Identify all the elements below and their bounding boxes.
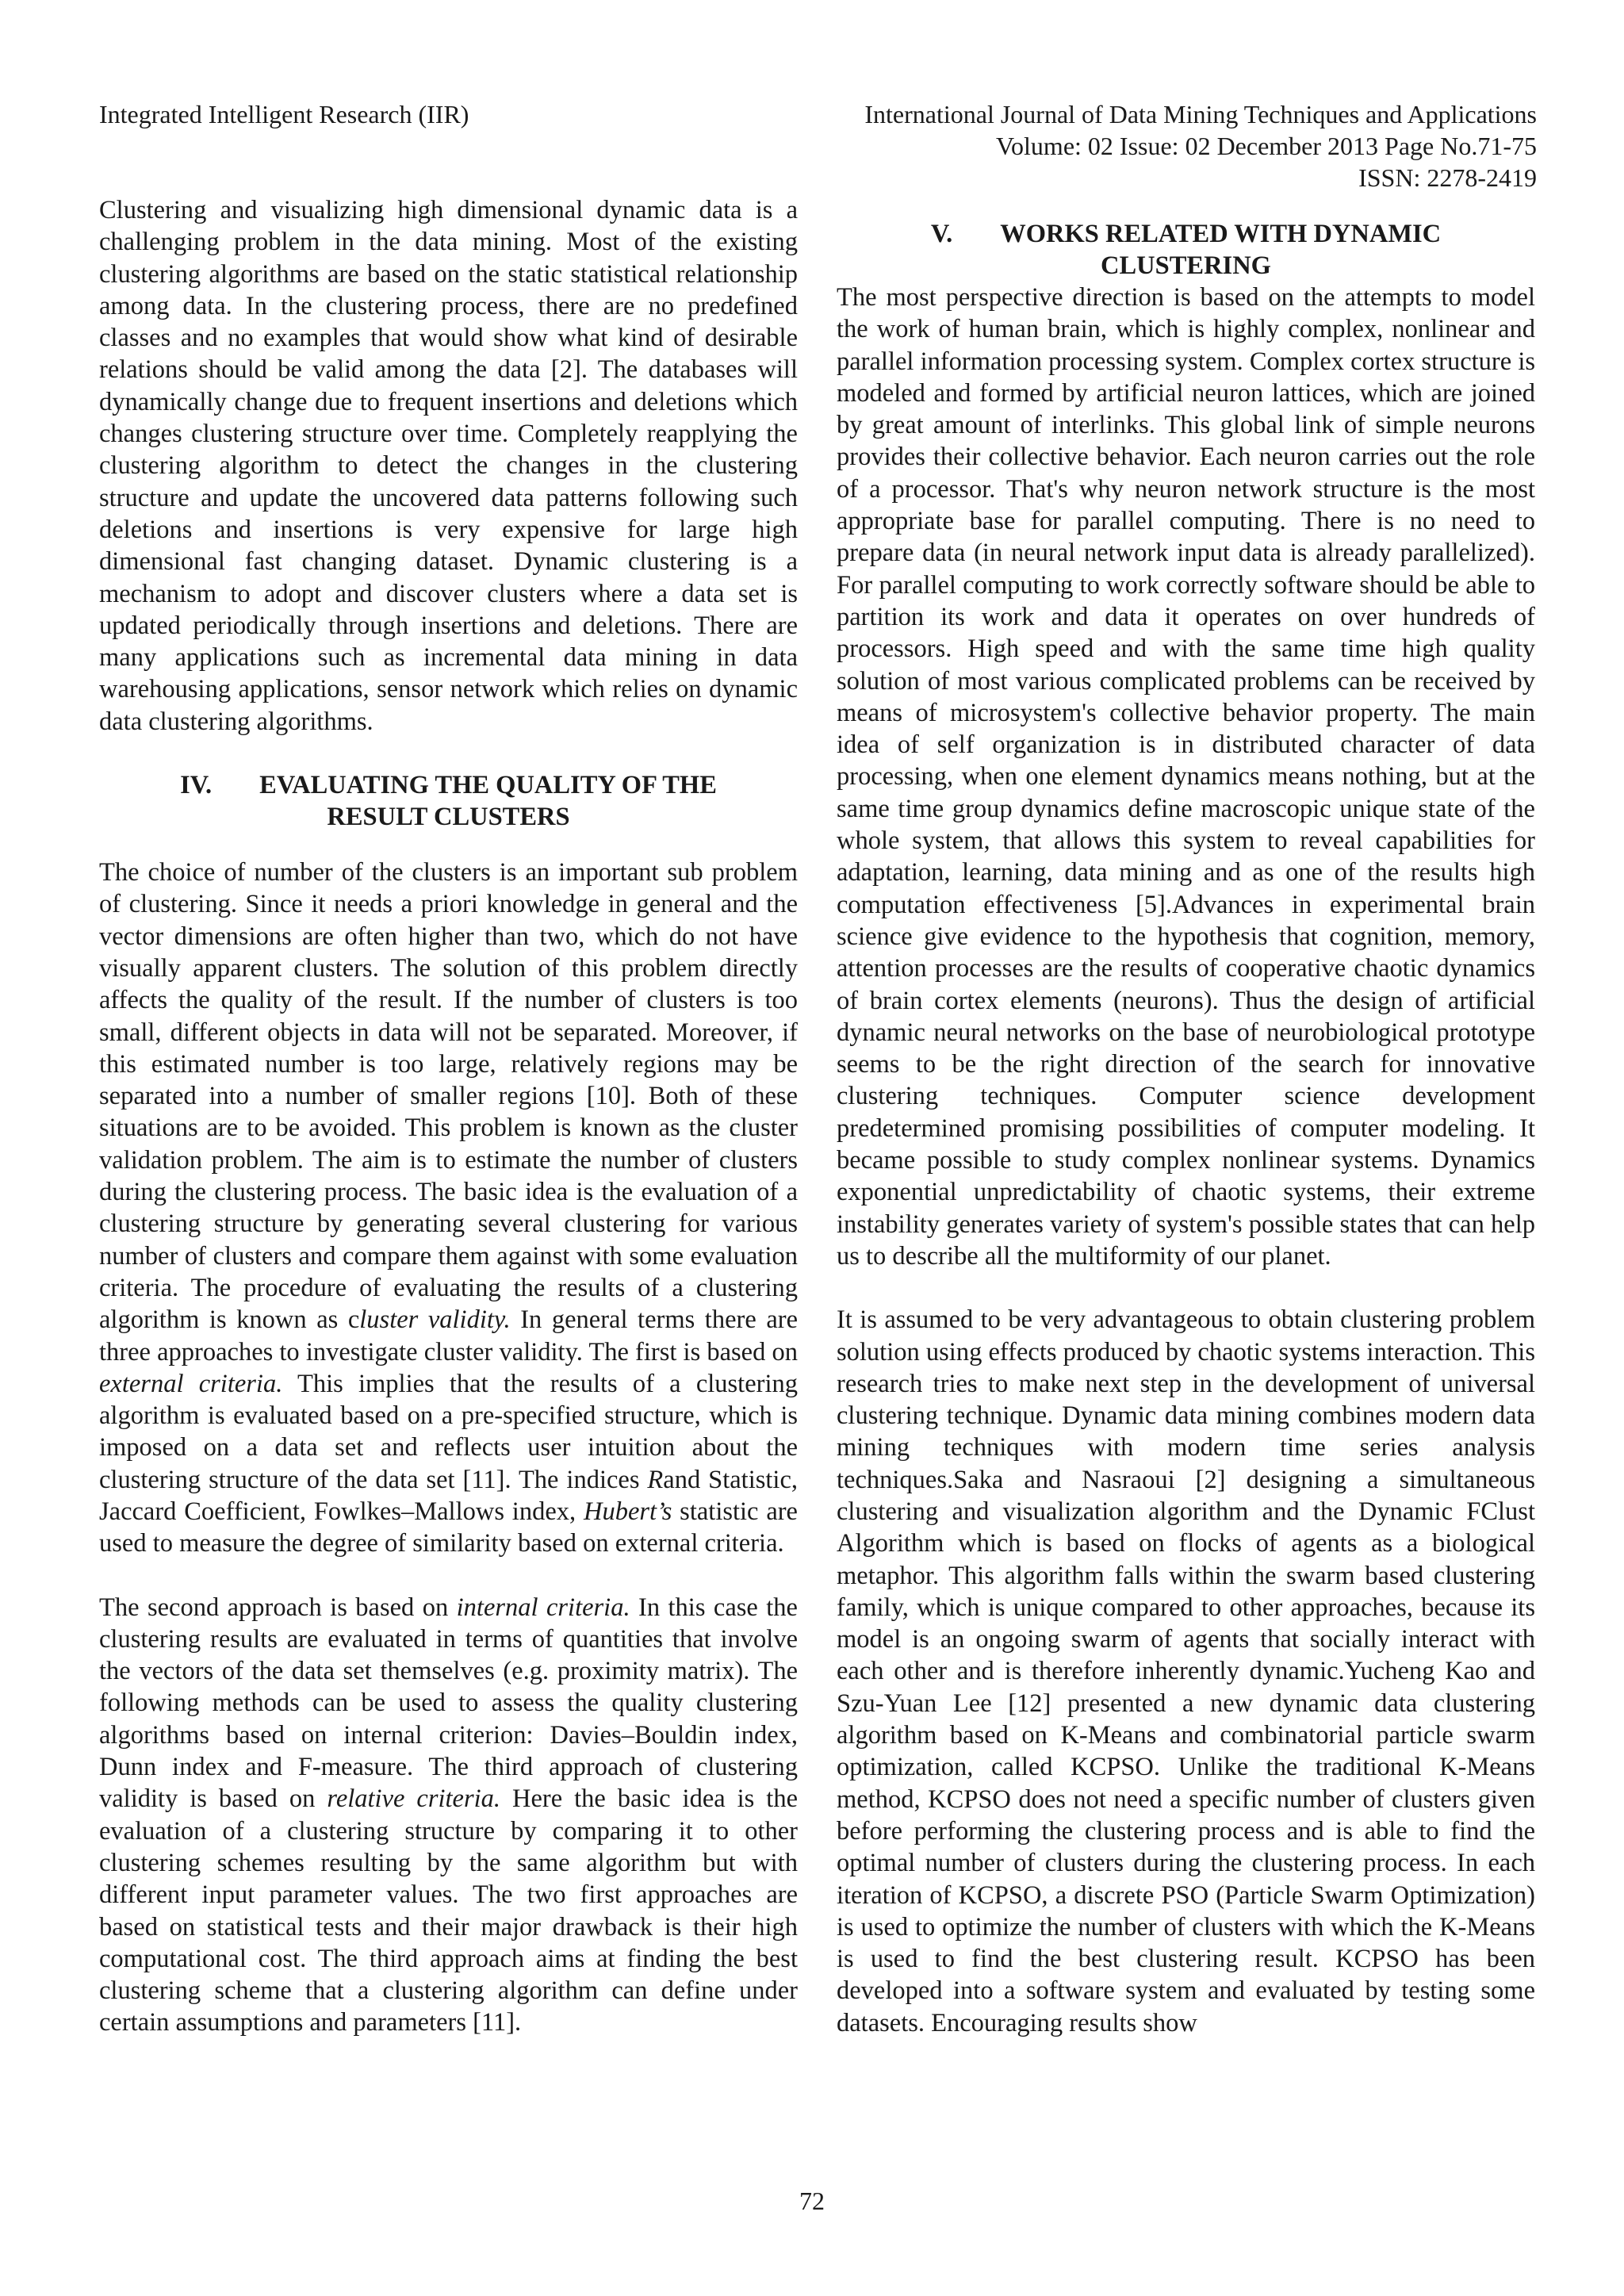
section-iv-title-line1: EVALUATING THE QUALITY OF THE	[259, 771, 717, 800]
section-v-heading	[837, 218, 1535, 282]
spacer	[99, 1560, 798, 1592]
page-number: 72	[799, 2187, 825, 2215]
section-iv-title-line2: RESULT CLUSTERS	[327, 803, 570, 832]
section-v-paragraph-1: The most perspective direction is based on the attempts to model the work of human brain, which is highly complex, nonlinear and parallel information processing system. Complex cortex structure is modeled and formed by artificial neuron lattices, which are joined by great amount of interlinks. This global link of simple neurons provides their collective behavior. Each neuron carries out the role of a processor. That's why neuron network structure is the most appropriate base for parallel computing. There is no need to prepare data (in neural network input data is already parallelized). For parallel computing to work correctly software should be able to partition its work and data it operates on over hundreds of processors. High speed and with the same time high quality solution of most various complicated problems can be received by means of microsystem's collective behavior property. The main idea of self organization is in distributed character of data processing, when one element dynamics means nothing, but at the same time group dynamics define macroscopic unique state of the whole system, that allows this system to reveal capabilities for adaptation, learning, data mining and as one of the results high computation effectiveness [5].Advances in experimental brain science give evidence to the hypothesis that cognition, memory, attention processes are the results of cooperative chaotic dynamics of brain cortex elements (neurons). Thus the design of artificial dynamic neural networks on the base of neurobiological prototype seems to be the right direction of the search for innovative clustering techniques. Computer science development predetermined promising possibilities of computer modeling. It became possible to study complex nonlinear systems. Dynamics exponential unpredictability of chaotic systems, their extreme instability generates variety of system's possible states that can help us to describe all the multiformity of our planet.	[837, 283, 1535, 1271]
intro-paragraph: Clustering and visualizing high dimensional dynamic data is a challenging problem in the data mining. Most of the existing clustering algorithms are based on the static statistical relationship among data. In the clustering process, there are no predefined classes and no examples that would show what kind of desirable relations should be valid among the data [2]. The databases will dynamically change due to frequent insertions and deletions which changes clustering structure over time. Completely reapplying the clustering algorithm to detect the changes in the clustering structure and update the uncovered data patterns following such deletions and insertions is very expensive for large high dimensional fast changing dataset. Dynamic clustering is a mechanism to adopt and discover clusters where a data set is updated periodically through insertions and deletions. There are many applications such as incremental data mining in data warehousing applications, sensor network which relies on dynamic data clustering algorithms.	[99, 196, 798, 736]
header-issn: ISSN: 2278-2419	[1358, 163, 1537, 192]
section-iv-paragraph-1	[99, 857, 798, 1560]
spacer	[837, 194, 1535, 218]
italic-comma: ,	[299, 1497, 306, 1526]
left-column	[99, 194, 798, 2039]
text-run: In general terms there are three approaches to investigate cluster validity. The first is based on	[99, 1305, 798, 1366]
italic-term-relative-criteria: relative criteria.	[327, 1784, 501, 1814]
section-v-title-line2: CLUSTERING	[1101, 251, 1271, 280]
section-iv-heading	[99, 769, 798, 833]
section-v-paragraph-2: It is assumed to be very advantageous to obtain clustering problem solution using effects produced by chaotic systems interaction. This research tries to make next step in the development of universal clustering technique. Dynamic data mining combines modern data mining techniques with modern time series analysis techniques.Saka and Nasraoui [2] designing a simultaneous clustering and visualization algorithm and the Dynamic FClust Algorithm which is based on flocks of agents as a biological metaphor. This algorithm falls within the swarm based clustering family, which is unique compared to other approaches, because its model is an ongoing swarm of agents that socially interact with each other and is therefore inherently dynamic.Yucheng Kao and Szu-Yuan Lee [12] presented a new dynamic data clustering algorithm based on K-Means and combinatorial particle swarm optimization, called KCPSO. Unlike the traditional K-Means method, KCPSO does not need a specific number of clusters given before performing the clustering process and is able to find the optimal number of clusters during the clustering process. In each iteration of KCPSO, a discrete PSO (Particle Swarm Optimization) is used to optimize the number of clusters with which the K-Means is used to find the best clustering result. KCPSO has been developed into a software system and evaluated by testing some datasets. Encouraging results show	[837, 1305, 1535, 2037]
italic-term-external-criteria: external criteria.	[99, 1369, 283, 1398]
italic-term-huberts: Hubert’s	[583, 1497, 672, 1526]
text-run: In this case the clustering results are evaluated in terms of quantities that involve the vectors of the data set themselves (e.g. proximity matrix). The following methods can be used to assess the quality clustering algorithms based on internal criterion: Davies–Bouldin index, Dunn index and F-measure. The third approach of clustering validity is based on	[99, 1593, 798, 1814]
spacer	[99, 833, 798, 857]
text-run: and Statistic, Jaccard Coefficient	[99, 1465, 798, 1526]
text-run: Fowlkes–Mallows index,	[305, 1497, 584, 1526]
section-iv-paragraph-2	[99, 1592, 798, 2039]
header-publisher: Integrated Intelligent Research (IIR)	[99, 100, 469, 128]
spacer	[837, 1272, 1535, 1304]
right-column	[837, 194, 1535, 2039]
text-run: The second approach is based on	[99, 1593, 457, 1622]
text-run: statistic are used to measure the degree of similarity based on external criteria.	[99, 1497, 798, 1558]
spacer	[99, 738, 798, 769]
header-volume-issue: Volume: 02 Issue: 02 December 2013 Page No.71-75	[996, 132, 1537, 160]
text-run: The choice of number of the clusters is an important sub problem of clustering. Since it needs a priori knowledge in general and the vector dimensions are often higher than two, which do not have visually apparent clusters. The solution of this problem directly affects the quality of the result. If the number of clusters is too small, different objects in data will not be separated. Moreover, if this estimated number is too large, relatively regions may be separated into a number of smaller regions [10]. Both of these situations are to be avoided. This problem is known as the cluster validation problem. The aim is to estimate the number of clusters during the clustering process. The basic idea is the evaluation of a clustering structure by generating several clustering for various number of clusters and compare them against with some evaluation criteria. The procedure of evaluating the results of a clustering algorithm is known as c	[99, 858, 798, 1335]
section-v-number: V.	[930, 220, 953, 248]
header-journal-info	[864, 98, 1537, 194]
italic-term-cluster-validity: luster validity.	[359, 1305, 511, 1335]
italic-letter-r: R	[647, 1465, 664, 1494]
section-v-title-line1: WORKS RELATED WITH DYNAMIC	[1000, 220, 1442, 248]
italic-term-internal-criteria: internal criteria.	[456, 1593, 630, 1622]
text-run: This implies that the results of a clustering algorithm is evaluated based on a pre-specified structure, which is imposed on a data set and reflects user intuition about the clustering structure of the data set [11]. The indices	[99, 1369, 798, 1494]
section-iv-number: IV.	[180, 771, 213, 800]
header-journal-title: International Journal of Data Mining Techniques and Applications	[864, 100, 1537, 128]
text-run: Here the basic idea is the evaluation of a clustering structure by comparing it to other clustering schemes resulting by the same algorithm but with different input parameter values. The two first approaches are based on statistical tests and their major drawback is their high computational cost. The third approach aims at finding the best clustering scheme that a clustering algorithm can define under certain assumptions and parameters [11].	[99, 1784, 798, 2037]
